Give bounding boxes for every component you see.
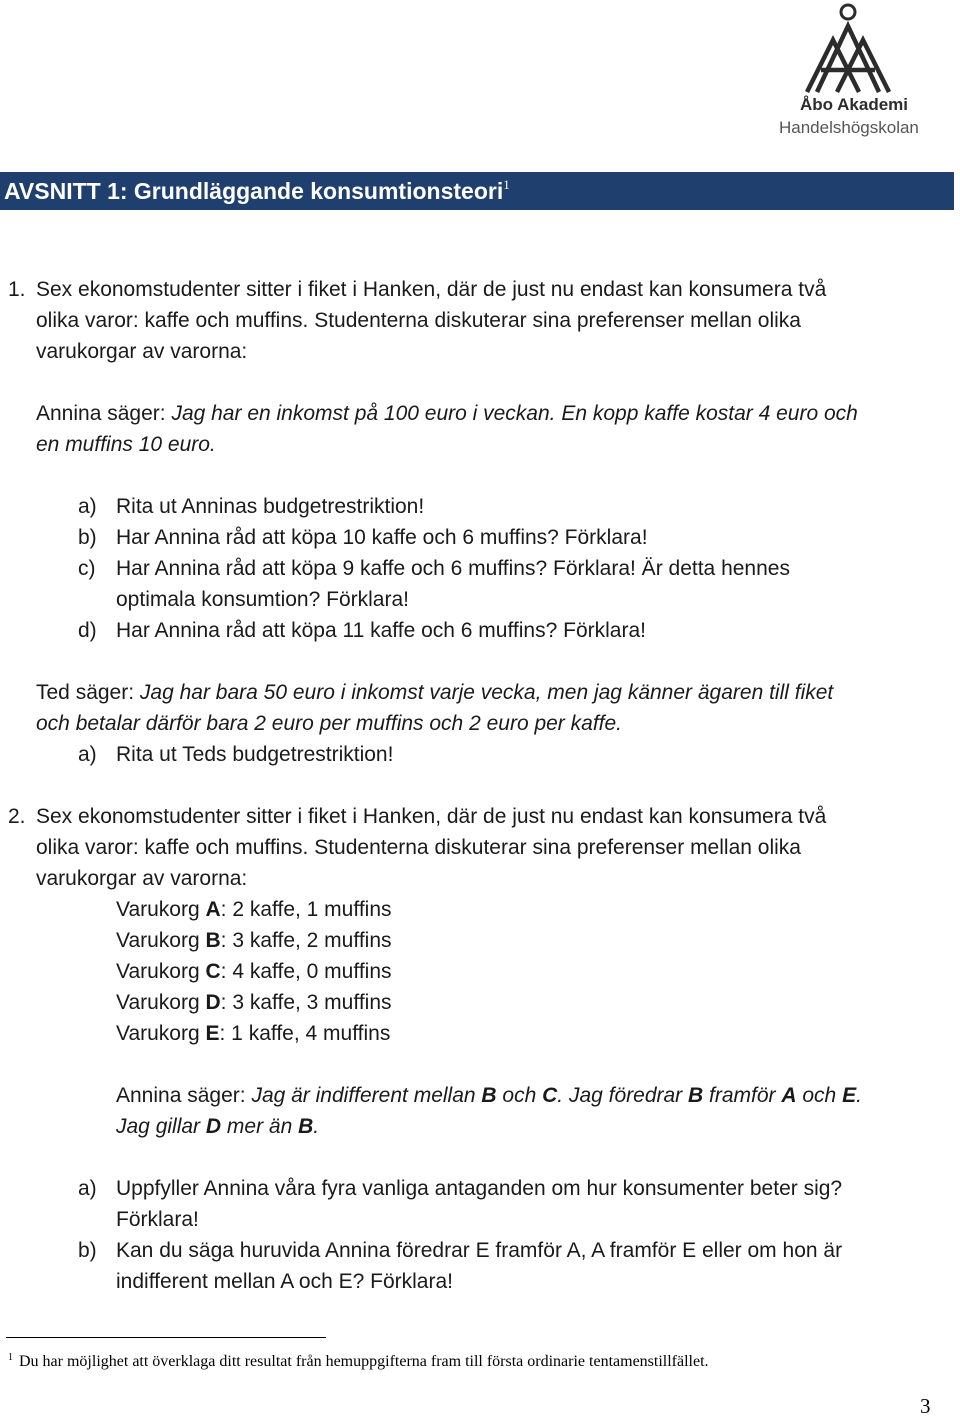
footnote-marker: 1	[8, 1352, 13, 1363]
footnote-divider	[6, 1337, 326, 1338]
q2-item-b-text-cont: indifferent mellan A och E? Förklara!	[116, 1270, 453, 1293]
q1-annina-statement: Annina säger: Jag har en inkomst på 100 euro i veckan. En kopp kaffe kostar 4 euro och	[36, 402, 858, 425]
page-number: 3	[920, 1394, 931, 1418]
q1-ted-item-a-label: a)	[78, 743, 97, 766]
logo-subtitle: Handelshögskolan	[779, 118, 919, 137]
q2-intro-line-3: varukorgar av varorna:	[36, 867, 248, 890]
q1-number: 1.	[8, 278, 26, 301]
q1-intro-line-1: Sex ekonomstudenter sitter i fiket i Hanken, där de just nu endast kan konsumera två	[36, 278, 827, 301]
section-banner	[0, 172, 954, 210]
basket-d: Varukorg D: 3 kaffe, 3 muffins	[116, 991, 392, 1014]
q2-intro-line-2: olika varor: kaffe och muffins. Studenterna diskuterar sina preferenser mellan olika	[36, 836, 801, 859]
q1-ted-statement: Ted säger: Jag har bara 50 euro i inkomst varje vecka, men jag känner ägaren till fiket	[36, 681, 834, 704]
q2-annina-statement: Annina säger: Jag är indifferent mellan B och C. Jag föredrar B framför A och E.	[116, 1084, 862, 1107]
q1-item-b-text: Har Annina råd att köpa 10 kaffe och 6 muffins? Förklara!	[116, 526, 648, 549]
q1-intro-line-3: varukorgar av varorna:	[36, 340, 248, 363]
q1-intro-line-2: olika varor: kaffe och muffins. Studenterna diskuterar sina preferenser mellan olika	[36, 309, 801, 332]
footnote-text: Du har möjlighet att överklaga ditt resultat från hemuppgifterna fram till första ordinarie tentamenstillfället.	[19, 1353, 709, 1370]
q1-item-a-label: a)	[78, 495, 97, 518]
section-title: AVSNITT 1: Grundläggande konsumtionsteori$^1$	[4, 177, 510, 204]
q1-item-b-label: b)	[78, 526, 97, 549]
basket-b: Varukorg B: 3 kaffe, 2 muffins	[116, 929, 392, 952]
q2-number: 2.	[8, 805, 26, 828]
q2-intro-line-1: Sex ekonomstudenter sitter i fiket i Hanken, där de just nu endast kan konsumera två	[36, 805, 827, 828]
q1-item-a-text: Rita ut Anninas budgetrestriktion!	[116, 495, 425, 518]
basket-a: Varukorg A: 2 kaffe, 1 muffins	[116, 898, 392, 921]
q2-item-a-text: Uppfyller Annina våra fyra vanliga antaganden om hur konsumenter beter sig?	[116, 1177, 843, 1200]
abo-akademi-emblem-icon	[775, 0, 940, 100]
q2-item-a-label: a)	[78, 1177, 97, 1200]
q2-item-b-text: Kan du säga huruvida Annina föredrar E framför A, A framför E eller om hon är	[116, 1239, 843, 1262]
basket-e: Varukorg E: 1 kaffe, 4 muffins	[116, 1022, 391, 1045]
q1-item-c-text: Har Annina råd att köpa 9 kaffe och 6 muffins? Förklara! Är detta hennes	[116, 557, 790, 580]
q2-annina-statement-cont: Jag gillar D mer än B.	[116, 1115, 320, 1138]
basket-c: Varukorg C: 4 kaffe, 0 muffins	[116, 960, 392, 983]
q1-ted-statement-cont: och betalar därför bara 2 euro per muffins och 2 euro per kaffe.	[36, 712, 623, 735]
q1-item-d-text: Har Annina råd att köpa 11 kaffe och 6 muffins? Förklara!	[116, 619, 646, 642]
q1-item-c-text-cont: optimala konsumtion? Förklara!	[116, 588, 409, 611]
q1-item-c-label: c)	[78, 557, 96, 580]
q1-item-d-label: d)	[78, 619, 97, 642]
q1-ted-item-a-text: Rita ut Teds budgetrestriktion!	[116, 743, 394, 766]
footnote-ref: 1	[503, 177, 510, 192]
q2-item-a-text-cont: Förklara!	[116, 1208, 199, 1231]
q1-annina-statement-cont: en muffins 10 euro.	[36, 433, 216, 456]
logo-name: Åbo Akademi	[800, 95, 909, 114]
q2-item-b-label: b)	[78, 1239, 97, 1262]
footnote	[8, 1352, 709, 1371]
